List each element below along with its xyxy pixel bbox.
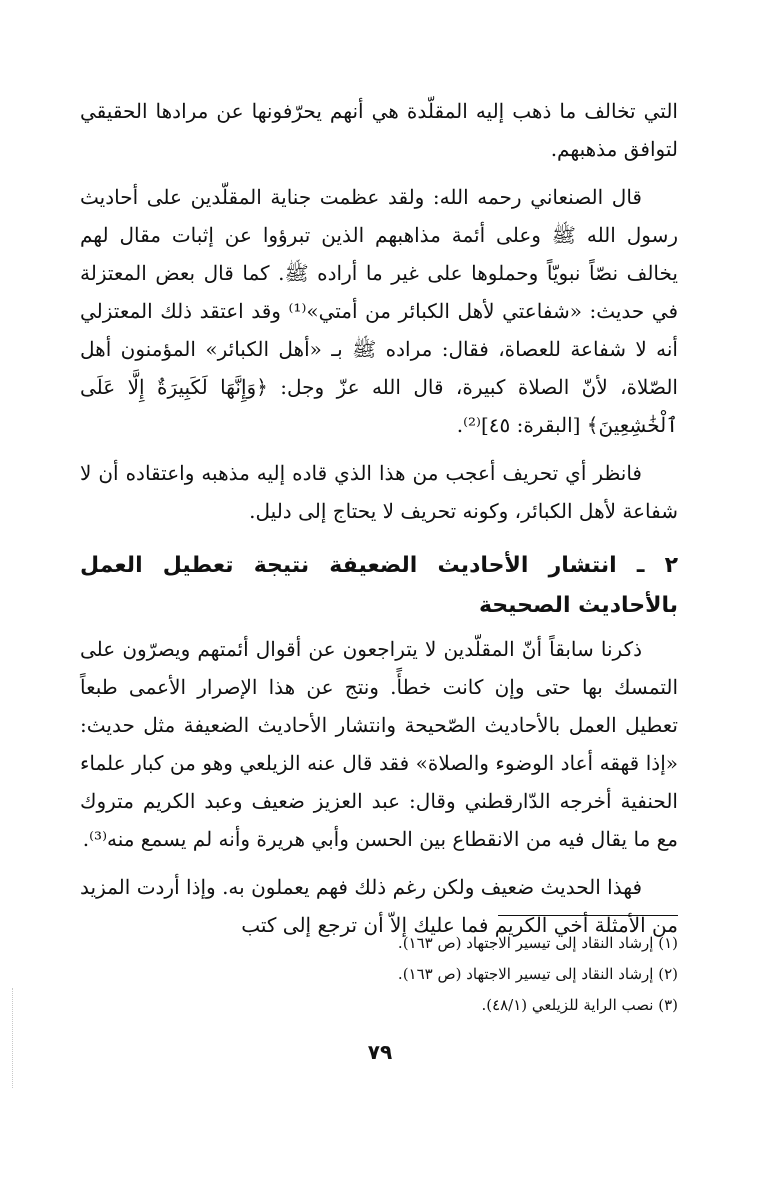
page-number: ٧٩ [367, 1040, 393, 1064]
footnote-3: (٣) نصب الراية للزيلعي (٤٨/١). [481, 996, 678, 1014]
paragraph-2: قال الصنعاني رحمه الله: ولقد عظمت جناية المقلّدين على أحاديث رسول الله ﷺ وعلى أئمة مذاهبهم الذين تبرؤوا عن إثبات مقال لهم يخالف نصّاً نبويّاً وحملوها على غير ما أراده ﷺ. كما قال بعض المعتزلة في حديث: «شفاعتي لأهل الكبائر من أمتي»⁽¹⁾ وقد اعتقد ذلك المعتزلي أنه لا شفاعة للعصاة، فقال: مراده ﷺ بـ «أهل الكبائر» المؤمنون أهل الصّلاة، لأنّ الصلاة كبيرة، قال الله عزّ وجل: ﴿وَإِنَّهَا لَكَبِيرَةٌ إِلَّا عَلَى ٱلْخَٰشِعِينَ﴾ [البقرة: ٤٥]⁽²⁾. [80, 185, 679, 437]
paragraph-3: فانظر أي تحريف أعجب من هذا الذي قاده إليه مذهبه واعتقاده أن لا شفاعة لأهل الكبائر، وكونه تحريف لا يحتاج إلى دليل. [80, 461, 678, 523]
main-text-block [80, 92, 678, 954]
footnote-divider [498, 915, 678, 916]
footnote-1: (١) إرشاد النقاد إلى تيسير الاجتهاد (ص ١٦٣). [397, 934, 678, 952]
paragraph-4: ذكرنا سابقاً أنّ المقلّدين لا يتراجعون عن أقوال أئمتهم ويصرّون على التمسك بها حتى وإن كانت خطأً. ونتج عن هذا الإصرار الأعمى طبعاً تعطيل العمل بالأحاديث الصّحيحة وانتشار الأحاديث الضعيفة مثل حديث: «إذا قهقه أعاد الوضوء والصلاة» فقد قال عنه الزيلعي وهو من كبار علماء الحنفية أخرجه الدّارقطني وقال: عبد العزيز ضعيف وعبد الكريم متروك مع ما يقال فيه من الانقطاع بين الحسن وأبي هريرة وأنه لم يسمع منه⁽³⁾. [80, 637, 678, 851]
footnote-2: (٢) إرشاد النقاد إلى تيسير الاجتهاد (ص ١٦٣). [397, 965, 678, 983]
section-heading: ٢ ـ انتشار الأحاديث الضعيفة نتيجة تعطيل العمل بالأحاديث الصحيحة [80, 553, 678, 618]
footnotes [80, 928, 678, 1021]
paragraph-1: التي تخالف ما ذهب إليه المقلّدة هي أنهم يحرّفونها عن مرادها الحقيقي لتوافق مذهبهم. [80, 99, 678, 161]
paragraph-5: فهذا الحديث ضعيف ولكن رغم ذلك فهم يعملون به. وإذا أردت المزيد من الأمثلة أخي الكريم فما عليك إلاّ أن ترجع إلى كتب [80, 875, 678, 937]
page-edge-mark [12, 988, 15, 1088]
